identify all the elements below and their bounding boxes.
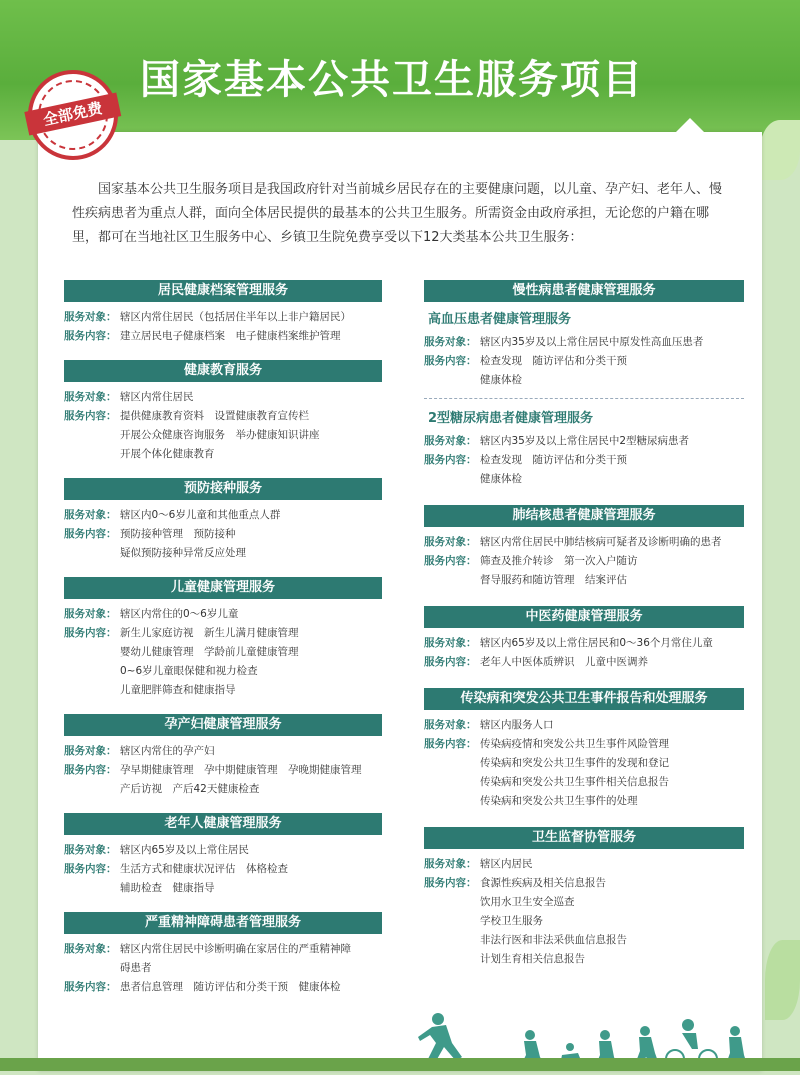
row-label: 服务对象： (424, 435, 477, 447)
row-label: 服务对象： (424, 719, 477, 731)
section-title: 卫生监督协管服务 (424, 827, 744, 849)
paper-notch (674, 118, 706, 134)
stamp-text: 全部免费 (24, 93, 121, 136)
row-value (480, 352, 744, 390)
value-line: 0~6岁儿童眼保健和视力检查 (120, 665, 258, 677)
value-line: 新生儿家庭访视 新生儿满月健康管理 (120, 627, 299, 639)
section-title: 居民健康档案管理服务 (64, 280, 382, 302)
value-line: 产后访视 产后42天健康检查 (120, 783, 260, 795)
row-label: 服务对象： (424, 637, 477, 649)
section-title: 传染病和突发公共卫生事件报告和处理服务 (424, 688, 744, 710)
bottom-bar (0, 1058, 800, 1071)
service-content (64, 860, 382, 898)
value-line: 非法行医和非法采供血信息报告 (480, 934, 627, 946)
row-value (120, 407, 382, 464)
service-content (424, 352, 744, 390)
value-line: 开展公众健康咨询服务 举办健康知识讲座 (120, 429, 320, 441)
value-line: 传染病和突发公共卫生事件的处理 (480, 795, 638, 807)
section-title: 慢性病患者健康管理服务 (424, 280, 744, 302)
row-value (120, 308, 382, 327)
leaf-decoration (765, 940, 800, 1020)
row-label: 服务内容： (64, 627, 117, 639)
service-target (424, 533, 744, 552)
row-label: 服务对象： (64, 391, 117, 403)
row-label: 服务内容： (424, 454, 477, 466)
value-line: 辖区内常住居民（包括居住半年以上非户籍居民） (120, 311, 351, 323)
value-line: 辖区内常住的孕产妇 (120, 745, 215, 757)
value-line: 提供健康教育资料 设置健康教育宣传栏 (120, 410, 309, 422)
dashed-divider (424, 398, 744, 399)
value-line: 生活方式和健康状况评估 体格检查 (120, 863, 288, 875)
row-label: 服务对象： (64, 745, 117, 757)
value-line: 辖区内常住居民中肺结核病可疑者及诊断明确的患者 (480, 536, 722, 548)
section-title: 中医药健康管理服务 (424, 606, 744, 628)
service-section (64, 714, 382, 799)
value-line: 孕早期健康管理 孕中期健康管理 孕晚期健康管理 (120, 764, 362, 776)
subsection-title: 高血压患者健康管理服务 (428, 312, 572, 327)
service-content (64, 624, 382, 700)
service-section (64, 813, 382, 898)
value-line: 辖区内常住居民中诊断明确在家居住的严重精神障 (120, 943, 351, 955)
service-target (64, 940, 382, 978)
value-line: 督导服药和随访管理 结案评估 (480, 574, 627, 586)
row-value (120, 978, 382, 997)
row-value (120, 742, 382, 761)
row-label: 服务对象： (64, 943, 117, 955)
service-section (64, 577, 382, 700)
service-section (64, 280, 382, 346)
section-title: 预防接种服务 (64, 478, 382, 500)
row-label: 服务内容： (64, 528, 117, 540)
row-value (120, 388, 382, 407)
row-label: 服务内容： (424, 877, 477, 889)
service-content (424, 735, 744, 811)
value-line: 辖区内服务人口 (480, 719, 554, 731)
value-line: 传染病和突发公共卫生事件相关信息报告 (480, 776, 669, 788)
value-line: 患者信息管理 随访评估和分类干预 健康体检 (120, 981, 341, 993)
left-column (64, 280, 382, 1011)
row-label: 服务对象： (64, 844, 117, 856)
value-line: 辖区内常住居民 (120, 391, 194, 403)
row-value (480, 533, 744, 552)
intro-paragraph: 国家基本公共卫生服务项目是我国政府针对当前城乡居民存在的主要健康问题，以儿童、孕产妇、老年人、慢性疾病患者为重点人群，面向全体居民提供的最基本的公共卫生服务。所需资金由政府承担，无论您的户籍在哪里，都可在当地社区卫生服务中心、乡镇卫生院免费享受以下12大类基本公共卫生服务： (72, 182, 723, 245)
section-title: 老年人健康管理服务 (64, 813, 382, 835)
value-line: 婴幼儿健康管理 学龄前儿童健康管理 (120, 646, 299, 658)
value-line: 儿童肥胖筛查和健康指导 (120, 684, 236, 696)
row-value (480, 874, 744, 969)
row-value (480, 855, 744, 874)
service-section (424, 505, 744, 590)
value-line: 预防接种管理 预防接种 (120, 528, 236, 540)
value-line: 健康体检 (480, 374, 522, 386)
row-label: 服务内容： (424, 738, 477, 750)
service-content (64, 978, 382, 997)
service-target (64, 506, 382, 525)
value-line: 辖区内0～6岁儿童和其他重点人群 (120, 509, 281, 521)
value-line: 辖区内35岁及以上常住居民中原发性高血压患者 (480, 336, 704, 348)
section-title: 儿童健康管理服务 (64, 577, 382, 599)
value-line: 辅助检查 健康指导 (120, 882, 215, 894)
service-section (424, 827, 744, 969)
section-title: 肺结核患者健康管理服务 (424, 505, 744, 527)
service-target (424, 716, 744, 735)
subsection-title: 2型糖尿病患者健康管理服务 (428, 411, 594, 426)
service-content (64, 407, 382, 464)
service-target (64, 742, 382, 761)
chronic-subsections (424, 308, 744, 489)
row-value (120, 525, 382, 563)
row-value (120, 327, 382, 346)
row-value (480, 432, 744, 451)
row-value (120, 841, 382, 860)
section-title: 健康教育服务 (64, 360, 382, 382)
service-target (424, 855, 744, 874)
row-value (120, 761, 382, 799)
leaf-decoration (760, 120, 800, 180)
row-label: 服务内容： (64, 981, 117, 993)
service-content (424, 874, 744, 969)
service-target (64, 605, 382, 624)
service-content (64, 525, 382, 563)
row-label: 服务对象： (424, 858, 477, 870)
value-line: 计划生育相关信息报告 (480, 953, 585, 965)
row-value (480, 634, 744, 653)
value-line: 建立居民电子健康档案 电子健康档案维护管理 (120, 330, 341, 342)
right-column (424, 280, 744, 983)
value-line: 老年人中医体质辨识 儿童中医调养 (480, 656, 648, 668)
row-label: 服务内容： (64, 330, 117, 342)
value-line: 传染病疫情和突发公共卫生事件风险管理 (480, 738, 669, 750)
service-content (424, 552, 744, 590)
row-value (120, 506, 382, 525)
service-content (64, 761, 382, 799)
service-section (64, 478, 382, 563)
row-value (480, 735, 744, 811)
service-content (424, 653, 744, 672)
row-value (480, 716, 744, 735)
value-line: 健康体检 (480, 473, 522, 485)
value-line: 食源性疾病及相关信息报告 (480, 877, 606, 889)
row-label: 服务内容： (424, 355, 477, 367)
row-value (480, 333, 744, 352)
value-line: 辖区内65岁及以上常住居民和0～36个月常住儿童 (480, 637, 713, 649)
row-label: 服务内容： (64, 764, 117, 776)
row-value (480, 552, 744, 590)
row-label: 服务对象： (64, 509, 117, 521)
service-section (64, 360, 382, 464)
row-label: 服务内容： (424, 656, 477, 668)
value-line: 碍患者 (120, 962, 152, 974)
service-section (64, 912, 382, 997)
row-label: 服务对象： (424, 336, 477, 348)
service-section-chronic (424, 280, 744, 489)
value-line: 传染病和突发公共卫生事件的发现和登记 (480, 757, 669, 769)
row-value (120, 940, 382, 978)
value-line: 饮用水卫生安全巡查 (480, 896, 575, 908)
service-section (424, 606, 744, 672)
row-value (120, 860, 382, 898)
service-section (424, 688, 744, 811)
value-line: 检查发现 随访评估和分类干预 (480, 355, 627, 367)
service-target (64, 841, 382, 860)
service-content (424, 451, 744, 489)
page-title: 国家基本公共卫生服务项目 (140, 57, 644, 103)
service-target (424, 634, 744, 653)
row-value (120, 624, 382, 700)
service-content (64, 327, 382, 346)
row-value (480, 653, 744, 672)
value-line: 筛查及推介转诊 第一次入户随访 (480, 555, 638, 567)
service-target (64, 388, 382, 407)
row-label: 服务对象： (424, 536, 477, 548)
row-value (120, 605, 382, 624)
service-target (424, 432, 744, 451)
service-target (64, 308, 382, 327)
value-line: 辖区内居民 (480, 858, 533, 870)
value-line: 开展个体化健康教育 (120, 448, 215, 460)
section-title: 严重精神障碍患者管理服务 (64, 912, 382, 934)
row-label: 服务内容： (64, 863, 117, 875)
value-line: 学校卫生服务 (480, 915, 543, 927)
row-label: 服务对象： (64, 311, 117, 323)
section-title: 孕产妇健康管理服务 (64, 714, 382, 736)
service-target (424, 333, 744, 352)
row-label: 服务对象： (64, 608, 117, 620)
value-line: 疑似预防接种异常反应处理 (120, 547, 246, 559)
value-line: 检查发现 随访评估和分类干预 (480, 454, 627, 466)
value-line: 辖区内35岁及以上常住居民中2型糖尿病患者 (480, 435, 690, 447)
row-value (480, 451, 744, 489)
row-label: 服务内容： (424, 555, 477, 567)
row-label: 服务内容： (64, 410, 117, 422)
value-line: 辖区内常住的0～6岁儿童 (120, 608, 239, 620)
value-line: 辖区内65岁及以上常住居民 (120, 844, 249, 856)
